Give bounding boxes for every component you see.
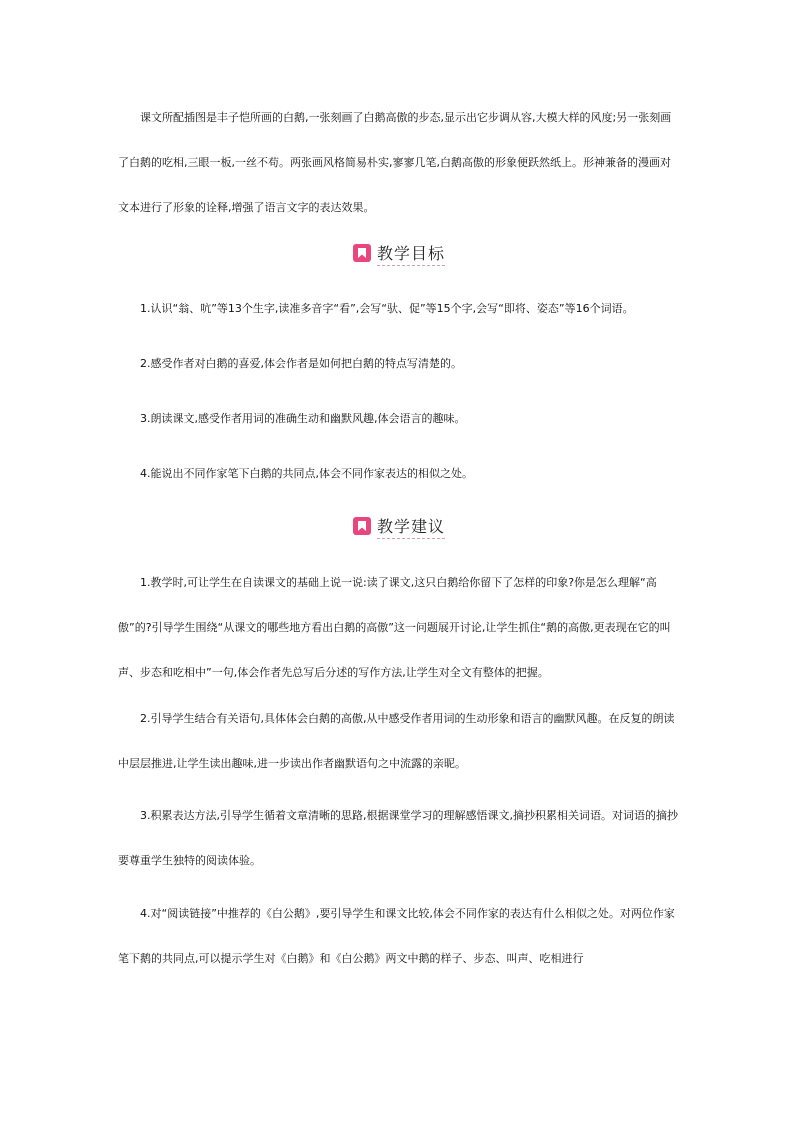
intro-paragraph: 课文所配插图是丰子恺所画的白鹅,一张刻画了白鹅高傲的步态,显示出它步调从容,大模大样的风度;另一张刻画了白鹅的吃相,三眼一板,一丝不苟。两张画风格简易朴实,寥寥几笔,白鹅高傲的形象便跃然纸上。形神兼备的漫画对文本进行了形象的诠释,增强了语言文字的表达效果。 [118, 111, 672, 214]
section-heading-goals [353, 242, 445, 264]
section-title: 教学建议 [377, 514, 445, 539]
bookmark-icon [353, 517, 371, 535]
suggestion-item: 1.教学时,可让学生在自读课文的基础上说一说:读了课文,这只白鹅给你留下了怎样的印象?你是怎么理解“高傲”的?引导学生围绕“从课文的哪些地方看出白鹅的高傲”这一问题展开讨论,让学生抓住“鹅的高傲,更表现在它的叫声、步态和吃相中”一句,体会作者先总写后分述的写作方法,让学生对全文有整体的把握。 [118, 576, 671, 679]
goal-item: 3.朗读课文,感受作者用词的准确生动和幽默风趣,体会语言的趣味。 [118, 412, 466, 425]
section-heading-suggestions [353, 515, 445, 537]
suggestion-item: 4.对“阅读链接”中推荐的《白公鹅》,要引导学生和课文比较,体会不同作家的表达有什么相似之处。对两位作家笔下鹅的共同点,可以提示学生对《白鹅》和《白公鹅》两文中鹅的样子、步态、叫声、吃相进行 [118, 907, 675, 965]
goal-item: 2.感受作者对白鹅的喜爱,体会作者是如何把白鹅的特点写清楚的。 [118, 357, 462, 370]
goal-item: 4.能说出不同作家笔下白鹅的共同点,体会不同作家表达的相似之处。 [118, 467, 473, 480]
bookmark-icon [353, 244, 371, 262]
section-title: 教学目标 [377, 241, 445, 266]
goal-item: 1.认识“翁、吭”等13个生字,读准多音字“看”,会写“驮、促”等15个字,会写“即将、姿态”等16个词语。 [118, 302, 634, 315]
suggestion-item: 3.积累表达方法,引导学生循着文章清晰的思路,根据课堂学习的理解感悟课文,摘抄积累相关词语。对词语的摘抄要尊重学生独特的阅读体验。 [118, 809, 678, 867]
suggestion-item: 2.引导学生结合有关语句,具体体会白鹅的高傲,从中感受作者用词的生动形象和语言的幽默风趣。在反复的朗读中层层推进,让学生读出趣味,进一步读出作者幽默语句之中流露的亲昵。 [118, 712, 675, 770]
